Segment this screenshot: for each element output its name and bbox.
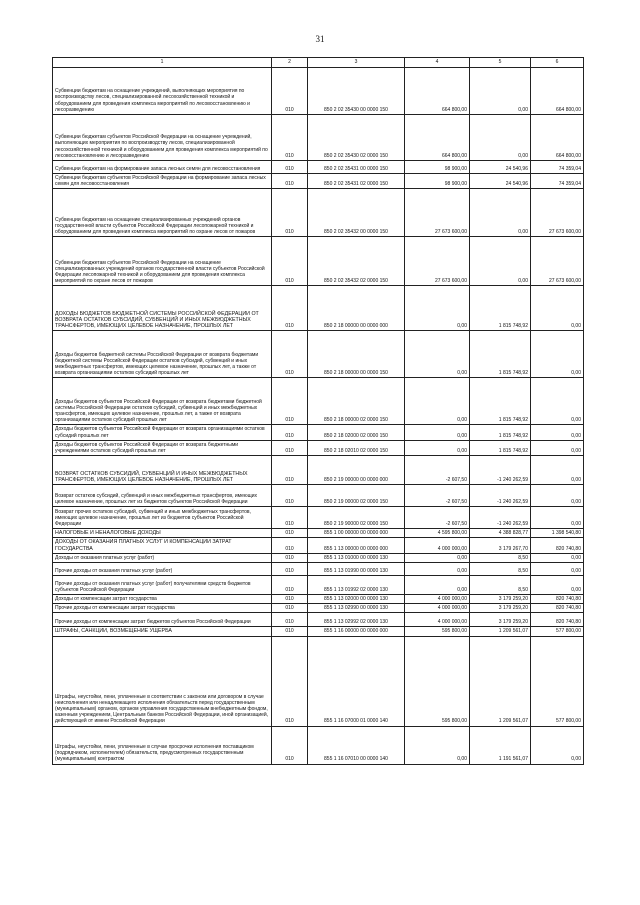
row-value-col5: 0,00 xyxy=(470,237,531,286)
row-line-code: 010 xyxy=(272,68,308,115)
row-line-code: 010 xyxy=(272,161,308,174)
row-value-col4: 0,00 xyxy=(405,553,470,562)
row-budget-code: 855 1 13 01990 00 0000 130 xyxy=(308,563,405,576)
row-name: Субвенции бюджетам на оснащение специализированных учреждений органов государственной власти субъектов Российской Федерации лесопожарной техникой и оборудованием для проведения комплекса мероприятий по охране лесов от пожаров xyxy=(53,189,272,237)
column-header: 6 xyxy=(531,58,584,68)
row-value-col4: -2 607,50 xyxy=(405,485,470,507)
row-value-col6: 27 673 600,00 xyxy=(531,237,584,286)
row-value-col4: 0,00 xyxy=(405,563,470,576)
row-value-col6: 1 398 540,80 xyxy=(531,529,584,538)
row-line-code: 010 xyxy=(272,553,308,562)
row-value-col6: 664 800,00 xyxy=(531,115,584,161)
row-budget-code: 850 2 02 35430 00 0000 150 xyxy=(308,68,405,115)
table-row xyxy=(53,440,584,455)
table-row xyxy=(53,604,584,613)
column-header: 1 xyxy=(53,58,272,68)
row-value-col5: 0,00 xyxy=(470,189,531,237)
row-line-code: 010 xyxy=(272,726,308,764)
row-value-col5: 1 815 748,92 xyxy=(470,286,531,331)
row-line-code: 010 xyxy=(272,174,308,189)
table-row xyxy=(53,563,584,576)
row-line-code: 010 xyxy=(272,485,308,507)
row-line-code: 010 xyxy=(272,237,308,286)
row-value-col5: 1 815 748,92 xyxy=(470,440,531,455)
row-value-col4: 0,00 xyxy=(405,378,470,425)
row-name: Доходы от компенсации затрат государства xyxy=(53,595,272,604)
row-budget-code: 855 1 13 01992 02 0000 130 xyxy=(308,576,405,595)
row-value-col6: 0,00 xyxy=(531,726,584,764)
row-value-col4: 664 800,00 xyxy=(405,115,470,161)
row-value-col6: 0,00 xyxy=(531,485,584,507)
row-value-col4: 0,00 xyxy=(405,726,470,764)
row-line-code: 010 xyxy=(272,636,308,726)
row-value-col5: 1 209 561,07 xyxy=(470,627,531,636)
row-budget-code: 850 2 18 02010 02 0000 150 xyxy=(308,440,405,455)
row-value-col5: 3 179 259,20 xyxy=(470,595,531,604)
row-value-col6: 0,00 xyxy=(531,563,584,576)
row-line-code: 010 xyxy=(272,538,308,553)
table-row xyxy=(53,286,584,331)
row-line-code: 010 xyxy=(272,440,308,455)
row-line-code: 010 xyxy=(272,425,308,440)
table-row xyxy=(53,68,584,115)
row-value-col6: 0,00 xyxy=(531,440,584,455)
row-value-col5: 3 179 259,20 xyxy=(470,604,531,613)
table-row xyxy=(53,627,584,636)
row-value-col4: 4 000 000,00 xyxy=(405,595,470,604)
row-budget-code: 850 2 02 35431 02 0000 150 xyxy=(308,174,405,189)
table-row xyxy=(53,115,584,161)
column-header: 5 xyxy=(470,58,531,68)
row-value-col6: 27 673 600,00 xyxy=(531,189,584,237)
row-value-col6: 0,00 xyxy=(531,286,584,331)
row-value-col5: 1 815 748,92 xyxy=(470,331,531,378)
row-value-col5: 8,50 xyxy=(470,553,531,562)
row-budget-code: 850 2 02 35431 00 0000 150 xyxy=(308,161,405,174)
row-name: Доходы бюджетов бюджетной системы Российской Федерации от возврата бюджетами бюджетной системы Российской Федерации остатков субсидий, субвенций и иных межбюджетных трансфертов, имеющих целевое назначение, прошлых лет, а также от возврата организациями остатков субсидий прошлых лет xyxy=(53,331,272,378)
row-value-col6: 664 800,00 xyxy=(531,68,584,115)
row-budget-code: 855 1 00 00000 00 0000 000 xyxy=(308,529,405,538)
row-line-code: 010 xyxy=(272,613,308,627)
table-row xyxy=(53,485,584,507)
row-budget-code: 850 2 02 35432 00 0000 150 xyxy=(308,189,405,237)
row-name: Прочие доходы от компенсации затрат бюджетов субъектов Российской Федерации xyxy=(53,613,272,627)
row-value-col4: 4 595 800,00 xyxy=(405,529,470,538)
row-line-code: 010 xyxy=(272,378,308,425)
row-value-col4: 0,00 xyxy=(405,425,470,440)
column-header: 2 xyxy=(272,58,308,68)
row-value-col5: 1 815 748,92 xyxy=(470,425,531,440)
row-line-code: 010 xyxy=(272,604,308,613)
row-value-col4: 595 800,00 xyxy=(405,636,470,726)
row-line-code: 010 xyxy=(272,115,308,161)
row-name: Доходы бюджетов субъектов Российской Федерации от возврата бюджетами бюджетной системы Российской Федерации остатков субсидий, субвенций и иных межбюджетных трансфертов, имеющих целевое назначение, прошлых лет, а также от возврата организациями остатков субсидий прошлых лет xyxy=(53,378,272,425)
row-value-col5: 8,50 xyxy=(470,563,531,576)
row-line-code: 010 xyxy=(272,529,308,538)
row-name: Возврат прочих остатков субсидий, субвенций и иных межбюджетных трансфертов, имеющих целевое назначение, прошлых лет из бюджетов субъектов Российской Федерации xyxy=(53,507,272,529)
row-value-col6: 0,00 xyxy=(531,456,584,485)
row-name: Доходы бюджетов субъектов Российской Федерации от возврата организациями остатков субсидий прошлых лет xyxy=(53,425,272,440)
row-name: Штрафы, неустойки, пени, уплаченные в случае просрочки исполнения поставщиком (подрядчиком, исполнителем) обязательств, предусмотренных государственным (муниципальным) контрактом xyxy=(53,726,272,764)
row-value-col5: 1 815 748,92 xyxy=(470,378,531,425)
row-value-col4: -2 607,50 xyxy=(405,456,470,485)
row-value-col5: 8,50 xyxy=(470,576,531,595)
row-value-col4: 664 800,00 xyxy=(405,68,470,115)
row-budget-code: 855 1 16 07010 00 0000 140 xyxy=(308,726,405,764)
table-row xyxy=(53,161,584,174)
row-value-col6: 0,00 xyxy=(531,331,584,378)
row-value-col5: 4 388 828,77 xyxy=(470,529,531,538)
row-name: Субвенции бюджетам субъектов Российской Федерации на формирование запаса лесных семян для лесовосстановления xyxy=(53,174,272,189)
row-budget-code: 850 2 02 35430 02 0000 150 xyxy=(308,115,405,161)
table-row xyxy=(53,636,584,726)
row-name: Субвенции бюджетам субъектов Российской Федерации на оснащение специализированных учреждений органов государственной власти субъектов Российской Федерации лесопожарной техникой и оборудованием для проведения комплекса мероприятий по охране лесов от пожаров xyxy=(53,237,272,286)
row-value-col4: 0,00 xyxy=(405,286,470,331)
row-value-col5: 1 191 561,07 xyxy=(470,726,531,764)
row-name: Прочие доходы от компенсации затрат государства xyxy=(53,604,272,613)
row-value-col5: -1 240 262,59 xyxy=(470,485,531,507)
row-name: ШТРАФЫ, САНКЦИИ, ВОЗМЕЩЕНИЕ УЩЕРБА xyxy=(53,627,272,636)
table-row xyxy=(53,595,584,604)
row-budget-code: 855 1 13 00000 00 0000 000 xyxy=(308,538,405,553)
row-budget-code: 855 1 13 02000 00 0000 130 xyxy=(308,595,405,604)
row-name: Прочие доходы от оказания платных услуг (работ) xyxy=(53,563,272,576)
row-name: НАЛОГОВЫЕ И НЕНАЛОГОВЫЕ ДОХОДЫ xyxy=(53,529,272,538)
table-row xyxy=(53,237,584,286)
row-value-col6: 0,00 xyxy=(531,553,584,562)
row-line-code: 010 xyxy=(272,627,308,636)
table-row xyxy=(53,726,584,764)
row-value-col6: 577 800,00 xyxy=(531,636,584,726)
row-line-code: 010 xyxy=(272,576,308,595)
row-budget-code: 850 2 02 35432 02 0000 150 xyxy=(308,237,405,286)
table-row xyxy=(53,538,584,553)
row-name: ДОХОДЫ ОТ ОКАЗАНИЯ ПЛАТНЫХ УСЛУГ И КОМПЕНСАЦИИ ЗАТРАТ ГОСУДАРСТВА xyxy=(53,538,272,553)
row-value-col5: 1 209 561,07 xyxy=(470,636,531,726)
row-name: Субвенции бюджетам на формирование запаса лесных семян для лесовосстановления xyxy=(53,161,272,174)
table-row xyxy=(53,553,584,562)
row-line-code: 010 xyxy=(272,286,308,331)
column-header: 3 xyxy=(308,58,405,68)
row-name: ДОХОДЫ БЮДЖЕТОВ БЮДЖЕТНОЙ СИСТЕМЫ РОССИЙСКОЙ ФЕДЕРАЦИИ ОТ ВОЗВРАТА ОСТАТКОВ СУБСИДИЙ, СУБВЕНЦИЙ И ИНЫХ МЕЖБЮДЖЕТНЫХ ТРАНСФЕРТОВ, ИМЕЮЩИХ ЦЕЛЕВОЕ НАЗНАЧЕНИЕ, ПРОШЛЫХ ЛЕТ xyxy=(53,286,272,331)
row-value-col6: 74 359,04 xyxy=(531,161,584,174)
row-value-col6: 0,00 xyxy=(531,507,584,529)
row-value-col4: 27 673 600,00 xyxy=(405,189,470,237)
row-line-code: 010 xyxy=(272,331,308,378)
row-line-code: 010 xyxy=(272,595,308,604)
row-budget-code: 855 1 16 00000 00 0000 000 xyxy=(308,627,405,636)
row-budget-code: 850 2 18 02000 02 0000 150 xyxy=(308,425,405,440)
table-row xyxy=(53,174,584,189)
table-row xyxy=(53,456,584,485)
row-name: Возврат остатков субсидий, субвенций и иных межбюджетных трансфертов, имеющих целевое назначение, прошлых лет из бюджетов субъектов Российской Федерации xyxy=(53,485,272,507)
row-value-col6: 820 740,80 xyxy=(531,613,584,627)
row-name: Субвенции бюджетам субъектов Российской Федерации на оснащение учреждений, выполняющих мероприятия по воспроизводству лесов, специализированной лесохозяйственной техникой и оборудованием для проведения комплекса мероприятий по лесовосстановлению и лесоразведению xyxy=(53,115,272,161)
row-budget-code: 855 1 13 02990 00 0000 130 xyxy=(308,604,405,613)
row-line-code: 010 xyxy=(272,456,308,485)
row-name: Доходы от оказания платных услуг (работ) xyxy=(53,553,272,562)
row-value-col5: 24 540,96 xyxy=(470,174,531,189)
row-value-col4: 4 000 000,00 xyxy=(405,604,470,613)
table-row xyxy=(53,529,584,538)
row-budget-code: 850 2 19 90000 02 0000 150 xyxy=(308,507,405,529)
column-header: 4 xyxy=(405,58,470,68)
row-value-col4: -2 607,50 xyxy=(405,507,470,529)
table-row xyxy=(53,378,584,425)
row-value-col4: 0,00 xyxy=(405,576,470,595)
row-budget-code: 850 2 19 00000 00 0000 000 xyxy=(308,456,405,485)
row-value-col4: 98 900,00 xyxy=(405,174,470,189)
row-budget-code: 850 2 19 00000 02 0000 150 xyxy=(308,485,405,507)
row-line-code: 010 xyxy=(272,189,308,237)
row-value-col4: 0,00 xyxy=(405,440,470,455)
row-name: ВОЗВРАТ ОСТАТКОВ СУБСИДИЙ, СУБВЕНЦИЙ И ИНЫХ МЕЖБЮДЖЕТНЫХ ТРАНСФЕРТОВ, ИМЕЮЩИХ ЦЕЛЕВОЕ НАЗНАЧЕНИЕ, ПРОШЛЫХ ЛЕТ xyxy=(53,456,272,485)
row-line-code: 010 xyxy=(272,507,308,529)
row-name: Доходы бюджетов субъектов Российской Федерации от возврата бюджетными учреждениями остатков субсидий прошлых лет xyxy=(53,440,272,455)
row-value-col6: 820 740,80 xyxy=(531,604,584,613)
row-name: Субвенции бюджетам на оснащение учреждений, выполняющих мероприятия по воспроизводству лесов, специализированной лесохозяйственной техникой и оборудованием для проведения комплекса мероприятий по лесовосстановлению и лесоразведению xyxy=(53,68,272,115)
row-value-col4: 4 000 000,00 xyxy=(405,613,470,627)
row-budget-code: 850 2 18 00000 02 0000 150 xyxy=(308,378,405,425)
table-row xyxy=(53,507,584,529)
row-value-col4: 98 900,00 xyxy=(405,161,470,174)
table-row xyxy=(53,576,584,595)
row-budget-code: 855 1 13 01000 00 0000 130 xyxy=(308,553,405,562)
row-value-col6: 577 800,00 xyxy=(531,627,584,636)
table-header-row xyxy=(53,58,584,68)
row-value-col5: 24 540,96 xyxy=(470,161,531,174)
row-value-col6: 0,00 xyxy=(531,425,584,440)
page-number: 31 xyxy=(315,34,325,44)
row-value-col5: 3 179 259,20 xyxy=(470,613,531,627)
row-value-col5: 0,00 xyxy=(470,115,531,161)
row-value-col4: 0,00 xyxy=(405,331,470,378)
row-name: Прочие доходы от оказания платных услуг (работ) получателями средств бюджетов субъектов Российской Федерации xyxy=(53,576,272,595)
row-value-col5: 0,00 xyxy=(470,68,531,115)
row-budget-code: 850 2 18 00000 00 0000 150 xyxy=(308,331,405,378)
row-value-col4: 4 000 000,00 xyxy=(405,538,470,553)
row-value-col5: 3 179 267,70 xyxy=(470,538,531,553)
row-budget-code: 855 1 13 02992 02 0000 130 xyxy=(308,613,405,627)
row-budget-code: 850 2 18 00000 00 0000 000 xyxy=(308,286,405,331)
table-row xyxy=(53,331,584,378)
row-name: Штрафы, неустойки, пени, уплаченные в соответствии с законом или договором в случае неисполнения или ненадлежащего исполнения обязательств перед государственным (муниципальным) органом, органом управления государственным внебюджетным фондом, казенным учреждением, Центральным банком Российской Федерации, иной организацией, действующей от имени Российской Федерации xyxy=(53,636,272,726)
row-value-col6: 820 740,80 xyxy=(531,595,584,604)
table-row xyxy=(53,613,584,627)
revenue-table xyxy=(52,57,584,765)
table-row xyxy=(53,189,584,237)
row-value-col6: 820 740,80 xyxy=(531,538,584,553)
row-value-col4: 27 673 600,00 xyxy=(405,237,470,286)
table-row xyxy=(53,425,584,440)
row-value-col6: 74 359,04 xyxy=(531,174,584,189)
row-budget-code: 855 1 16 07000 01 0000 140 xyxy=(308,636,405,726)
row-value-col5: -1 240 262,59 xyxy=(470,456,531,485)
row-line-code: 010 xyxy=(272,563,308,576)
row-value-col6: 0,00 xyxy=(531,576,584,595)
row-value-col6: 0,00 xyxy=(531,378,584,425)
row-value-col5: -1 240 262,59 xyxy=(470,507,531,529)
row-value-col4: 595 800,00 xyxy=(405,627,470,636)
